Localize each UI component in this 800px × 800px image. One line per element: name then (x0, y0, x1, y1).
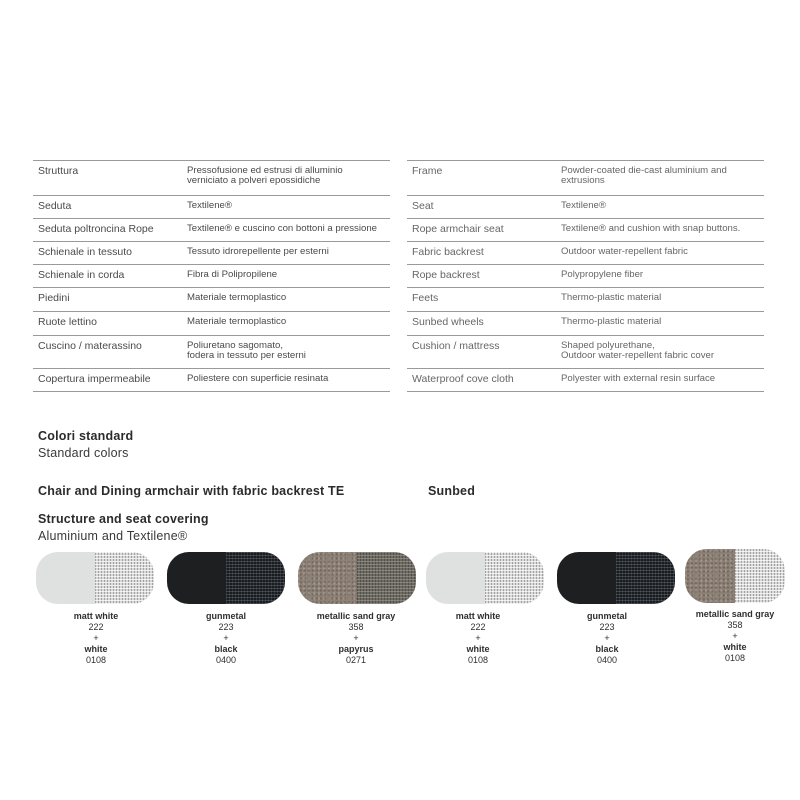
spec-key: Seat (412, 200, 434, 212)
plus-sign: + (353, 633, 359, 643)
spec-value: Polypropylene fiber (561, 269, 644, 280)
frame-color-sample (36, 552, 95, 604)
spec-row (33, 241, 390, 264)
fabric-code: 0271 (345, 655, 367, 665)
spec-key: Seduta (38, 200, 72, 212)
swatch-caption (31, 611, 161, 666)
spec-row (407, 218, 764, 241)
fabric-code: 0108 (467, 655, 489, 665)
spec-key: Rope armchair seat (412, 223, 504, 235)
spec-row (407, 160, 764, 195)
swatch-gunmetal-black (167, 552, 285, 604)
plus-sign: + (732, 631, 738, 641)
frame-color-name: matt white (455, 611, 501, 621)
swatch-sunbed-matt-white-white (426, 552, 544, 604)
spec-row (407, 241, 764, 264)
fabric-sample (735, 549, 785, 603)
structure-subheading: Aluminium and Textilene® (38, 529, 188, 543)
spec-row (33, 264, 390, 287)
spec-row (407, 368, 764, 392)
spec-value: Shaped polyurethane, Outdoor water-repellent fabric cover (561, 340, 715, 361)
swatch-caption (291, 611, 421, 666)
spec-key: Rope backrest (412, 269, 480, 281)
spec-key: Waterproof cove cloth (412, 373, 514, 385)
frame-color-code: 222 (88, 622, 104, 632)
frame-color-sample (685, 549, 735, 603)
spec-key: Cushion / mattress (412, 340, 500, 352)
frame-color-sample (298, 552, 357, 604)
frame-color-sample (167, 552, 226, 604)
spec-row (33, 195, 390, 218)
spec-key: Struttura (38, 165, 79, 177)
swatch-caption (542, 611, 672, 666)
fabric-name: white (466, 644, 490, 654)
spec-key: Schienale in corda (38, 269, 125, 281)
spec-value: Thermo-plastic material (561, 316, 662, 327)
spec-row (33, 160, 390, 195)
fabric-code: 0400 (596, 655, 618, 665)
spec-row (407, 195, 764, 218)
swatch-sunbed-gunmetal-black (557, 552, 675, 604)
spec-value: Textilene® (561, 200, 606, 211)
swatch-caption (161, 611, 291, 666)
chair-heading: Chair and Dining armchair with fabric backrest TE (38, 484, 345, 498)
spec-key: Cuscino / materassino (38, 340, 142, 352)
spec-value: Textilene® and cushion with snap buttons. (561, 223, 741, 234)
frame-color-name: metallic sand gray (316, 611, 396, 621)
spec-key: Frame (412, 165, 443, 177)
spec-row (33, 218, 390, 241)
spec-row (407, 311, 764, 335)
frame-color-name: metallic sand gray (695, 609, 775, 619)
spec-row (407, 335, 764, 368)
frame-color-name: matt white (73, 611, 119, 621)
spec-value: Pressofusione ed estrusi di alluminio verniciato a polveri epossidiche (187, 165, 343, 186)
spec-row (407, 287, 764, 311)
fabric-code: 0108 (85, 655, 107, 665)
frame-color-sample (557, 552, 616, 604)
fabric-name: white (84, 644, 108, 654)
spec-key: Seduta poltroncina Rope (38, 223, 154, 235)
spec-row (33, 335, 390, 368)
spec-key: Fabric backrest (412, 246, 484, 258)
frame-color-code: 223 (218, 622, 234, 632)
fabric-code: 0108 (724, 653, 746, 663)
structure-heading: Structure and seat covering (38, 512, 209, 526)
spec-row (33, 287, 390, 311)
swatch-matt-white-white (36, 552, 154, 604)
fabric-name: black (595, 644, 619, 654)
fabric-sample (357, 552, 416, 604)
spec-value: Poliuretano sagomato, fodera in tessuto per esterni (187, 340, 306, 361)
spec-value: Outdoor water-repellent fabric (561, 246, 688, 257)
fabric-name: black (214, 644, 238, 654)
fabric-name: papyrus (338, 644, 374, 654)
plus-sign: + (93, 633, 99, 643)
spec-key: Schienale in tessuto (38, 246, 132, 258)
spec-value: Polyester with external resin surface (561, 373, 716, 384)
swatch-sunbed-sand-gray-white (685, 549, 785, 603)
frame-color-name: gunmetal (205, 611, 246, 621)
fabric-sample (95, 552, 154, 604)
frame-color-code: 358 (727, 620, 743, 630)
spec-value: Materiale termoplastico (187, 292, 287, 303)
fabric-sample (226, 552, 285, 604)
frame-color-code: 223 (599, 622, 615, 632)
spec-row (33, 368, 390, 392)
frame-color-sample (426, 552, 485, 604)
swatch-caption (413, 611, 543, 666)
spec-value: Tessuto idrorepellente per esterni (187, 246, 329, 257)
colors-subheading: Standard colors (38, 446, 129, 460)
spec-value: Materiale termoplastico (187, 316, 287, 327)
swatch-caption (670, 609, 800, 664)
spec-value: Textilene® e cuscino con bottoni a pressione (187, 223, 377, 234)
frame-color-code: 222 (470, 622, 486, 632)
spec-key: Feets (412, 292, 439, 304)
frame-color-code: 358 (348, 622, 364, 632)
frame-color-name: gunmetal (586, 611, 627, 621)
spec-table-english (407, 160, 764, 392)
spec-value: Powder-coated die-cast aluminium and extrusions (561, 165, 727, 186)
spec-key: Ruote lettino (38, 316, 97, 328)
plus-sign: + (604, 633, 610, 643)
spec-row (407, 264, 764, 287)
plus-sign: + (475, 633, 481, 643)
spec-value: Thermo-plastic material (561, 292, 662, 303)
fabric-name: white (723, 642, 747, 652)
fabric-sample (485, 552, 544, 604)
fabric-sample (616, 552, 675, 604)
spec-key: Sunbed wheels (412, 316, 484, 328)
plus-sign: + (223, 633, 229, 643)
spec-table-italian (33, 160, 390, 392)
spec-value: Textilene® (187, 200, 232, 211)
spec-row (33, 311, 390, 335)
swatch-sand-gray-papyrus (298, 552, 416, 604)
spec-value: Fibra di Polipropilene (187, 269, 278, 280)
sunbed-heading: Sunbed (428, 484, 476, 498)
fabric-code: 0400 (215, 655, 237, 665)
spec-key: Copertura impermeabile (38, 373, 151, 385)
colors-heading: Colori standard (38, 429, 134, 443)
spec-key: Piedini (38, 292, 70, 304)
spec-value: Poliestere con superficie resinata (187, 373, 329, 384)
